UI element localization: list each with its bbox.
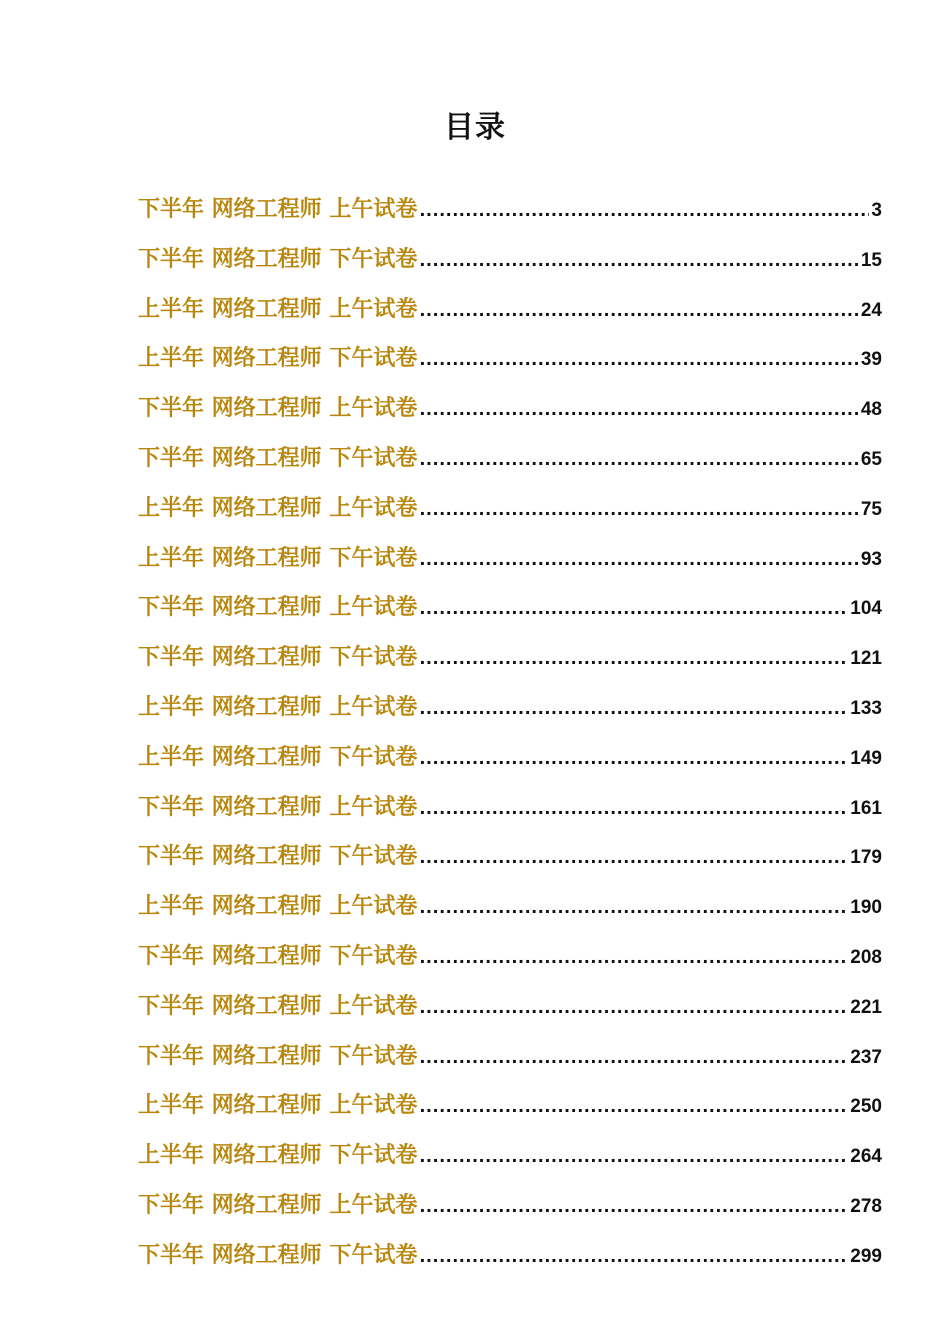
toc-entry[interactable] xyxy=(138,937,882,987)
toc-page-number: 190 xyxy=(850,897,882,919)
toc-dot-leader xyxy=(419,1038,848,1078)
toc-entry[interactable] xyxy=(138,240,882,290)
toc-entry[interactable] xyxy=(138,738,882,788)
toc-entry[interactable] xyxy=(138,489,882,539)
toc-entry[interactable] xyxy=(138,638,882,688)
toc-dot-leader xyxy=(419,639,848,679)
toc-page-number: 221 xyxy=(850,996,882,1018)
toc-page-number: 264 xyxy=(850,1146,882,1168)
toc-entry[interactable] xyxy=(138,588,882,638)
toc-page-number: 48 xyxy=(860,399,882,421)
toc-entry[interactable] xyxy=(138,389,882,439)
toc-entry-label: 下半年 网络工程师 下午试卷 xyxy=(138,645,418,671)
toc-page-number: 208 xyxy=(850,946,882,968)
toc-dot-leader xyxy=(419,589,848,629)
toc-entry-label: 上半年 网络工程师 上午试卷 xyxy=(138,1093,418,1119)
toc-dot-leader xyxy=(419,390,859,430)
toc-page-number: 3 xyxy=(871,200,882,221)
toc-entry[interactable] xyxy=(138,837,882,887)
toc-dot-leader xyxy=(419,191,869,231)
toc-page-number: 179 xyxy=(850,847,882,869)
toc-entry[interactable] xyxy=(138,987,882,1037)
toc-page-number: 237 xyxy=(850,1046,882,1068)
toc-entry[interactable] xyxy=(138,788,882,838)
toc-entry[interactable] xyxy=(138,539,882,589)
toc-entry[interactable] xyxy=(138,339,882,389)
table-of-contents xyxy=(138,190,882,1286)
toc-entry-label: 上半年 网络工程师 下午试卷 xyxy=(138,744,418,770)
toc-entry-label: 下半年 网络工程师 下午试卷 xyxy=(138,1043,418,1069)
toc-entry-label: 下半年 网络工程师 上午试卷 xyxy=(138,595,418,621)
toc-page-number: 133 xyxy=(850,697,882,719)
toc-entry[interactable] xyxy=(138,1236,882,1286)
toc-page-number: 149 xyxy=(850,747,882,769)
toc-entry[interactable] xyxy=(138,688,882,738)
toc-page-number: 65 xyxy=(860,448,882,470)
toc-entry-label: 下半年 网络工程师 上午试卷 xyxy=(138,794,418,820)
toc-entry-label: 上半年 网络工程师 下午试卷 xyxy=(138,1143,418,1169)
toc-entry-label: 上半年 网络工程师 下午试卷 xyxy=(138,346,418,372)
page-title: 目录 xyxy=(444,110,506,145)
toc-page-number: 104 xyxy=(850,598,882,620)
toc-entry[interactable] xyxy=(138,1136,882,1186)
toc-entry[interactable] xyxy=(138,887,882,937)
toc-entry-label: 下半年 网络工程师 下午试卷 xyxy=(138,844,418,870)
toc-page-number: 250 xyxy=(850,1096,882,1118)
toc-page-number: 278 xyxy=(850,1195,882,1217)
toc-entry[interactable] xyxy=(138,1186,882,1236)
toc-dot-leader xyxy=(419,540,859,580)
toc-entry[interactable] xyxy=(138,439,882,489)
toc-entry-label: 上半年 网络工程师 上午试卷 xyxy=(138,296,418,322)
toc-page-number: 93 xyxy=(860,548,882,570)
toc-entry-label: 下半年 网络工程师 下午试卷 xyxy=(138,246,418,272)
toc-dot-leader xyxy=(419,689,848,729)
toc-page-number: 161 xyxy=(850,797,882,819)
toc-dot-leader xyxy=(419,490,859,530)
toc-entry-label: 上半年 网络工程师 上午试卷 xyxy=(138,495,418,521)
toc-dot-leader xyxy=(419,888,848,928)
toc-dot-leader xyxy=(419,340,859,380)
toc-page-number: 24 xyxy=(860,299,882,321)
toc-entry[interactable] xyxy=(138,1037,882,1087)
toc-dot-leader xyxy=(419,1237,848,1277)
toc-entry[interactable] xyxy=(138,290,882,340)
toc-entry-label: 上半年 网络工程师 上午试卷 xyxy=(138,694,418,720)
toc-page-number: 39 xyxy=(860,349,882,371)
toc-page-number: 15 xyxy=(860,249,882,271)
toc-entry-label: 下半年 网络工程师 下午试卷 xyxy=(138,943,418,969)
toc-page-number: 121 xyxy=(850,648,882,670)
toc-dot-leader xyxy=(419,988,848,1028)
toc-page-number: 75 xyxy=(860,498,882,520)
toc-dot-leader xyxy=(419,1137,848,1177)
toc-entry-label: 下半年 网络工程师 下午试卷 xyxy=(138,1242,418,1268)
toc-entry[interactable] xyxy=(138,190,882,240)
toc-entry-label: 下半年 网络工程师 下午试卷 xyxy=(138,445,418,471)
toc-entry[interactable] xyxy=(138,1086,882,1136)
toc-entry-label: 下半年 网络工程师 上午试卷 xyxy=(138,197,418,222)
toc-entry-label: 上半年 网络工程师 上午试卷 xyxy=(138,894,418,920)
toc-dot-leader xyxy=(419,938,848,978)
toc-dot-leader xyxy=(419,1087,848,1127)
toc-dot-leader xyxy=(419,838,848,878)
toc-entry-label: 上半年 网络工程师 下午试卷 xyxy=(138,545,418,571)
toc-entry-label: 下半年 网络工程师 上午试卷 xyxy=(138,1192,418,1218)
toc-entry-label: 下半年 网络工程师 上午试卷 xyxy=(138,396,418,422)
toc-dot-leader xyxy=(419,789,848,829)
toc-dot-leader xyxy=(419,241,859,281)
toc-dot-leader xyxy=(419,291,859,331)
toc-dot-leader xyxy=(419,739,848,779)
toc-dot-leader xyxy=(419,1187,848,1227)
toc-entry-label: 下半年 网络工程师 上午试卷 xyxy=(138,993,418,1019)
toc-dot-leader xyxy=(419,440,859,480)
toc-page-number: 299 xyxy=(850,1245,882,1267)
